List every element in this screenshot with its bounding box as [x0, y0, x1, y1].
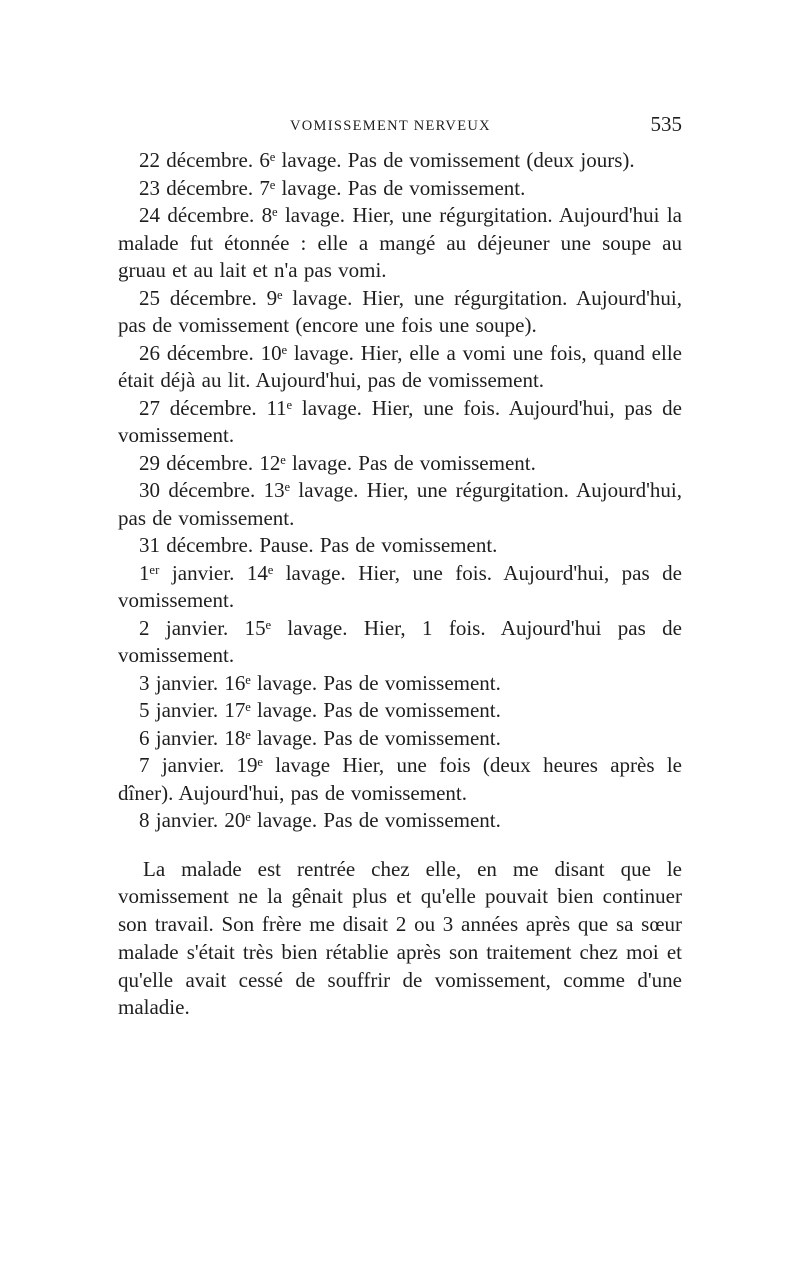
diary-entry-dec-22: 22 décembre. 6ᵉ lavage. Pas de vomissement (deux jours). [139, 148, 635, 172]
diary-entry-jan-8: 8 janvier. 20ᵉ lavage. Pas de vomissement. [139, 808, 501, 832]
page-body [118, 147, 682, 1022]
running-title: VOMISSEMENT NERVEUX [290, 118, 491, 134]
diary-entry-jan-7: 7 janvier. 19ᵉ lavage Hier, une fois (deux heures après le dîner). Aujourd'hui, pas de vomissement. [118, 753, 682, 805]
diary-entry-jan-5: 5 janvier. 17ᵉ lavage. Pas de vomissement. [139, 698, 501, 722]
running-head [118, 112, 682, 140]
diary-entry-dec-23: 23 décembre. 7ᵉ lavage. Pas de vomissement. [139, 175, 526, 200]
diary-entry-dec-26: 26 décembre. 10ᵉ lavage. Hier, elle a vomi une fois, quand elle était déjà au lit. Aujourd'hui, pas de vomissement. [118, 340, 682, 392]
diary-entry-jan-3: 3 janvier. 16ᵉ lavage. Pas de vomissement. [139, 670, 501, 695]
diary-entry-jan-2: 2 janvier. 15ᵉ lavage. Hier, 1 fois. Aujourd'hui pas de vomissement. [118, 615, 682, 667]
diary-entry-jan-1: 1ᵉʳ janvier. 14ᵉ lavage. Hier, une fois. Aujourd'hui, pas de vomissement. [118, 560, 682, 612]
page-number: 535 [650, 112, 682, 136]
diary-entry-dec-24: 24 décembre. 8ᵉ lavage. Hier, une régurgitation. Aujourd'hui la malade fut étonnée : elle a mangé au déjeuner une soupe au gruau et au lait et n'a pas vomi. [118, 203, 682, 282]
diary-entry-jan-6: 6 janvier. 18ᵉ lavage. Pas de vomissement. [139, 725, 501, 750]
diary-entry-dec-30: 30 décembre. 13ᵉ lavage. Hier, une régurgitation. Aujourd'hui, pas de vomissement. [118, 478, 682, 530]
diary-entry-dec-31: 31 décembre. Pause. Pas de vomissement. [139, 533, 498, 557]
diary-entry-dec-25: 25 décembre. 9ᵉ lavage. Hier, une régurgitation. Aujourd'hui, pas de vomissement (encore une fois une soupe). [118, 285, 682, 337]
diary-entry-dec-29: 29 décembre. 12ᵉ lavage. Pas de vomissement. [139, 450, 536, 475]
diary-entry-dec-27: 27 décembre. 11ᵉ lavage. Hier, une fois. Aujourd'hui, pas de vomissement. [118, 395, 682, 447]
conclusion-paragraph: La malade est rentrée chez elle, en me disant que le vomissement ne la gênait plus et qu'elle pouvait bien continuer son travail. Son frère me disait 2 ou 3 années après que sa sœur malade s'était très bien rétablie après son traitement chez moi et qu'elle avait cessé de souffrir de vomissement, comme d'une maladie. [118, 856, 682, 1020]
